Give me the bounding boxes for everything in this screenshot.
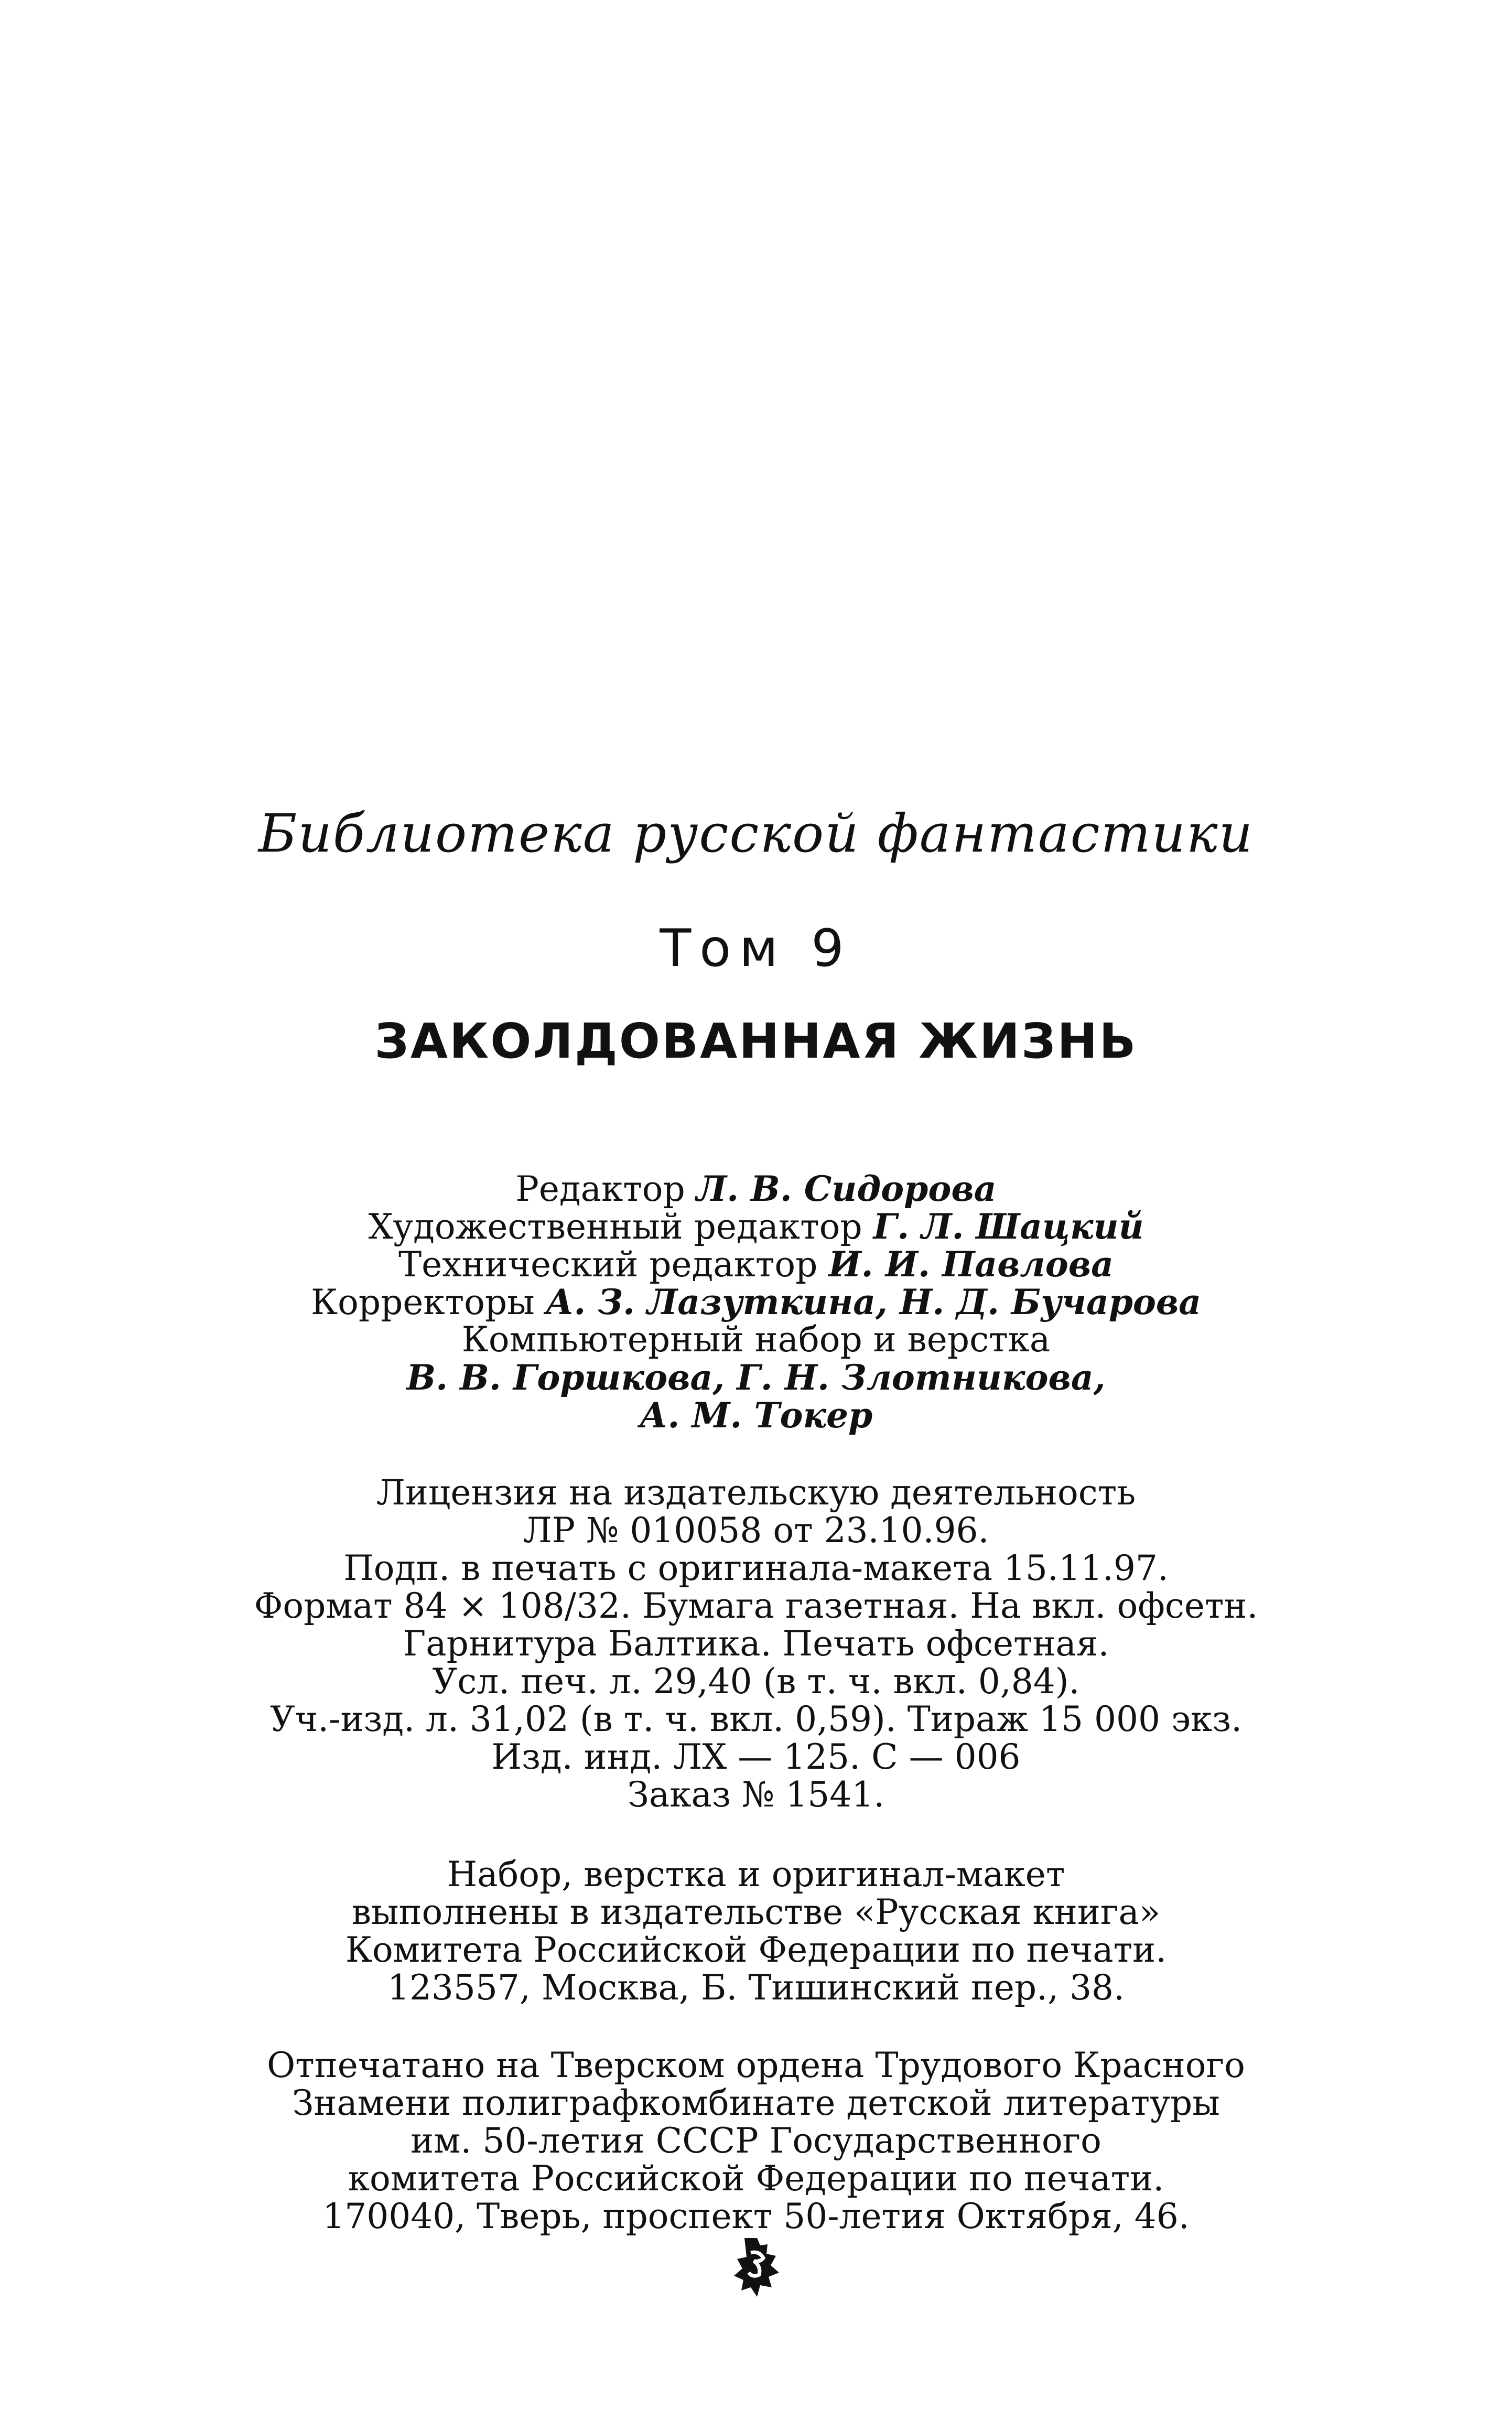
credit-line: [0, 1319, 1512, 1360]
imprint-line: Заказ № 1541.: [627, 1774, 885, 1815]
typesetter-line: Набор, верстка и оригинал-макет: [447, 1854, 1065, 1895]
book-title: ЗАКОЛДОВАННАЯ ЖИЗНЬ: [374, 1013, 1138, 1069]
credit-line: [0, 1395, 1512, 1436]
credit-role: Корректоры: [311, 1282, 535, 1322]
imprint-line: Изд. инд. ЛХ — 125. С — 006: [491, 1737, 1021, 1777]
imprint-line: Гарнитура Балтика. Печать офсетная.: [403, 1623, 1109, 1664]
credit-role: Компьютерный набор и верстка: [461, 1319, 1051, 1360]
credit-names: А. З. Лазуткина, Н. Д. Бучарова: [545, 1282, 1201, 1322]
series-title: Библиотека русской фантастики: [258, 803, 1254, 864]
imprint-line: ЛР № 010058 от 23.10.96.: [523, 1510, 989, 1551]
typesetter-line: выполнены в издательстве «Русская книга»: [351, 1892, 1161, 1932]
credit-role: Художественный редактор: [368, 1207, 862, 1247]
printer-line: комитета Российской Федерации по печати.: [348, 2158, 1164, 2199]
credit-line: [0, 1168, 1512, 1209]
credit-role: Технический редактор: [398, 1244, 818, 1285]
credit-names: В. В. Горшкова, Г. Н. Злотникова,: [406, 1357, 1106, 1398]
imprint-line: Подп. в печать с оригинала-макета 15.11.97.: [343, 1548, 1169, 1588]
printer-line: 170040, Тверь, проспект 50-летия Октября, 46.: [322, 2196, 1190, 2236]
typesetter-line: Комитета Российской Федерации по печати.: [345, 1930, 1167, 1970]
credit-line: [0, 1244, 1512, 1285]
credit-line: [0, 1357, 1512, 1398]
imprint-line: Уч.-изд. л. 31,02 (в т. ч. вкл. 0,59). Тираж 15 000 экз.: [269, 1699, 1243, 1739]
printer-line: им. 50-летия СССР Государственного: [411, 2121, 1101, 2161]
credit-role: Редактор: [515, 1169, 685, 1209]
credit-names: Г. Л. Шацкий: [873, 1206, 1144, 1247]
imprint-line: Усл. печ. л. 29,40 (в т. ч. вкл. 0,84).: [432, 1661, 1080, 1702]
credit-names: Л. В. Сидорова: [696, 1168, 997, 1209]
imprint-line: Формат 84 × 108/32. Бумага газетная. На вкл. офсетн.: [254, 1586, 1258, 1626]
credit-line: [0, 1206, 1512, 1247]
publisher-logo-icon: [730, 2235, 787, 2303]
credit-names: А. М. Токер: [639, 1395, 873, 1436]
printer-line: Знамени полиграфкомбинате детской литературы: [292, 2083, 1220, 2123]
typesetter-line: 123557, Москва, Б. Тишинский пер., 38.: [387, 1967, 1125, 2008]
volume-number: Том 9: [660, 919, 852, 978]
credit-names: И. И. Павлова: [828, 1244, 1114, 1285]
printer-line: Отпечатано на Тверском ордена Трудового Красного: [267, 2045, 1245, 2085]
imprint-line: Лицензия на издательскую деятельность: [376, 1472, 1136, 1513]
credit-line: [0, 1282, 1512, 1322]
